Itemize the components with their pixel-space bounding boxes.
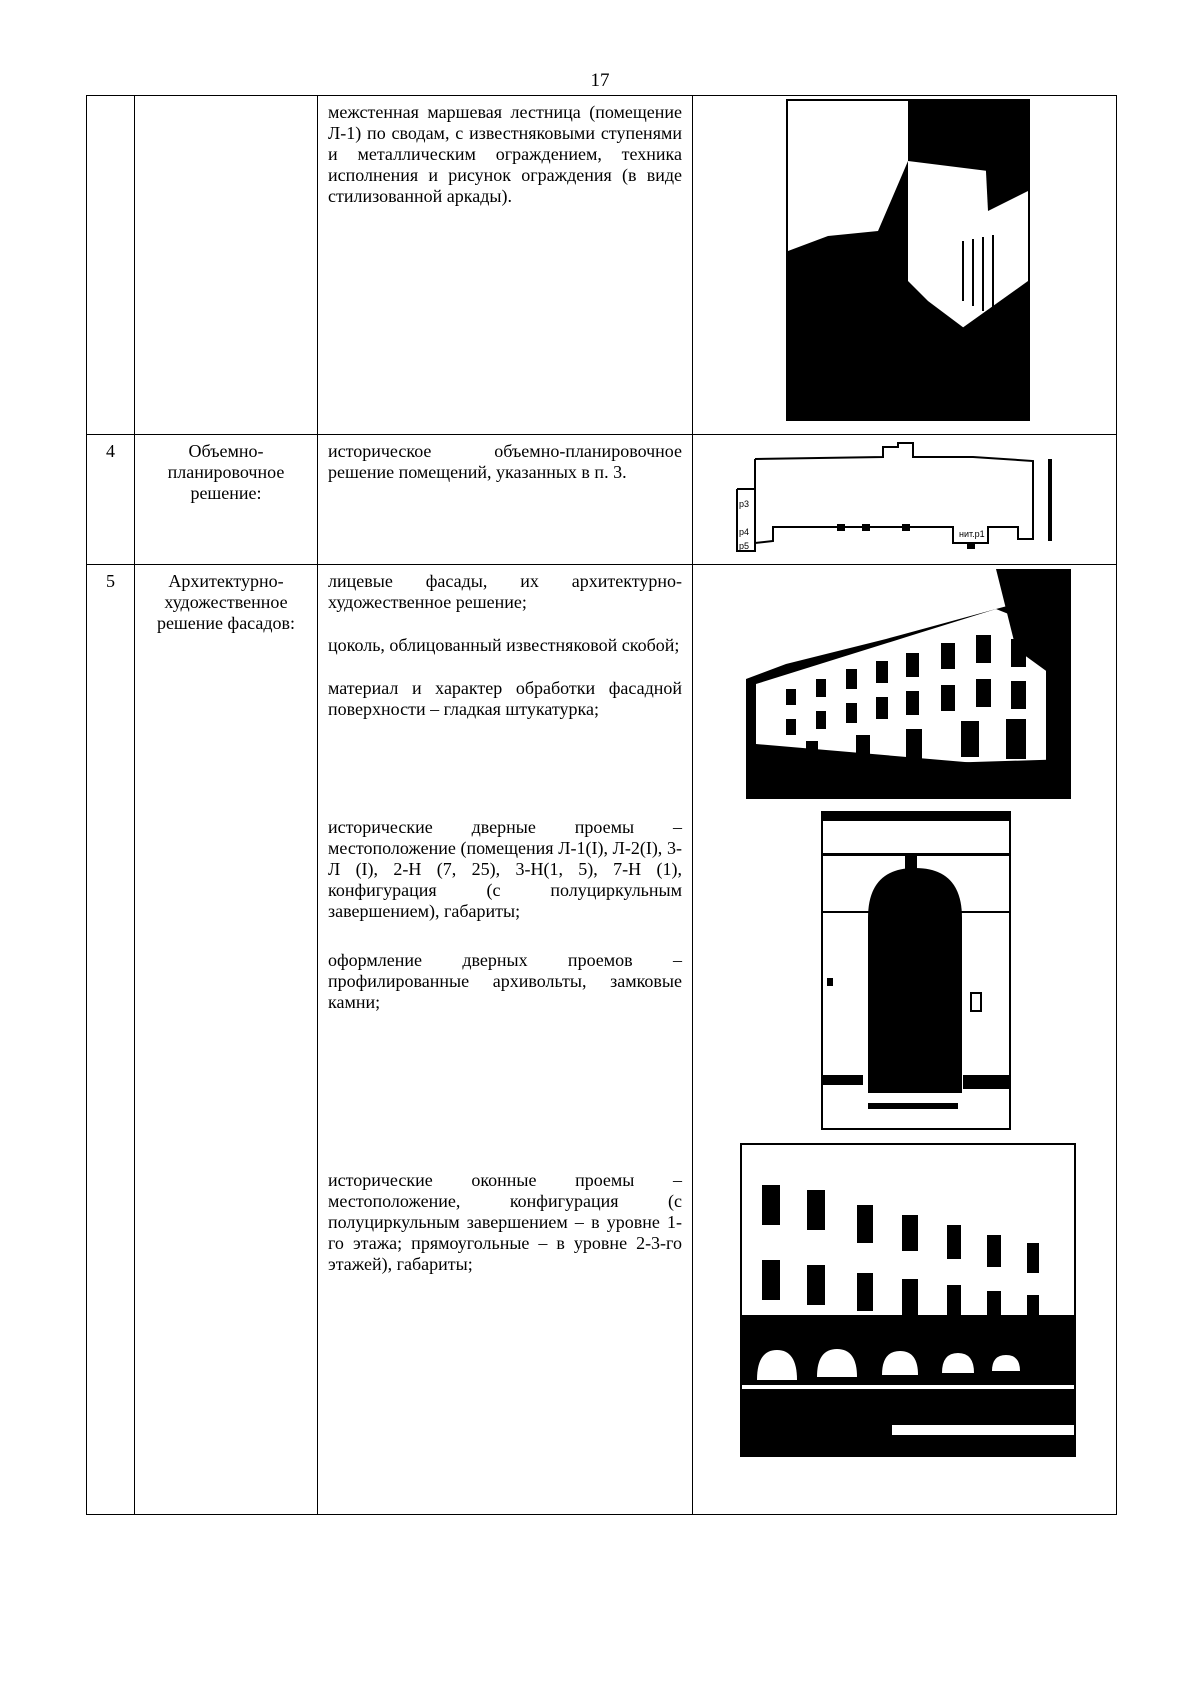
row-paragraph: материал и характер обработки фасадной поверхности – гладкая штукатурка;	[328, 678, 682, 719]
floor-plan-drawing	[733, 439, 1078, 559]
plan-label-room: р4	[739, 527, 750, 537]
row-paragraph: цоколь, облицованный известняковой скобой;	[328, 635, 680, 655]
row-number	[87, 96, 135, 435]
row-category: Архитектурно-художественное решение фасадов:	[135, 565, 318, 1515]
row-category	[135, 96, 318, 435]
image-cell	[693, 96, 1117, 435]
page-number: 17	[590, 70, 610, 91]
table-row-3-continued	[87, 96, 1117, 435]
row-paragraph: межстенная маршевая лестница (помещение Л-1) по сводам, с известняковыми ступенями и металлическим ограждением, техника исполнения и рисунок ограждения (в виде стилизованной аркады).	[328, 102, 682, 206]
image-cell	[693, 565, 1117, 1515]
document-table	[86, 95, 1117, 1515]
plan-label-room: р5	[739, 541, 750, 551]
row-paragraph: исторические дверные проемы – местоположение (помещения Л-1(I), Л-2(I), 3-Л (I), 2-Н (7, 25), 3-Н(1, 5), 7-Н (1), конфигурация (с полуциркульным завершением), габариты;	[328, 817, 682, 921]
row-category: Объемно-планировочное решение:	[135, 435, 318, 565]
row-paragraph: лицевые фасады, их архитектурно-художественное решение;	[328, 571, 682, 612]
table-row-5	[87, 565, 1117, 1515]
windows-photo	[740, 1143, 1076, 1457]
row-number: 5	[87, 565, 135, 1515]
row-paragraph: исторические оконные проемы – местоположение, конфигурация (с полуциркульным завершением – в уровне 1-го этажа; прямоугольные – в уровне 2-3-го этажей), габариты;	[328, 1170, 682, 1274]
plan-label-room: р3	[739, 499, 750, 509]
doorway-photo	[821, 811, 1011, 1130]
row-number: 4	[87, 435, 135, 565]
staircase-photo	[786, 99, 1030, 421]
plan-label-room: нит.р1	[959, 529, 985, 539]
table-row-4	[87, 435, 1117, 565]
image-cell	[693, 435, 1117, 565]
row-paragraph: оформление дверных проемов – профилированные архивольты, замковые камни;	[328, 950, 682, 1012]
row-paragraph: историческое объемно-планировочное решение помещений, указанных в п. 3.	[328, 441, 682, 482]
facade-photo	[746, 569, 1071, 799]
